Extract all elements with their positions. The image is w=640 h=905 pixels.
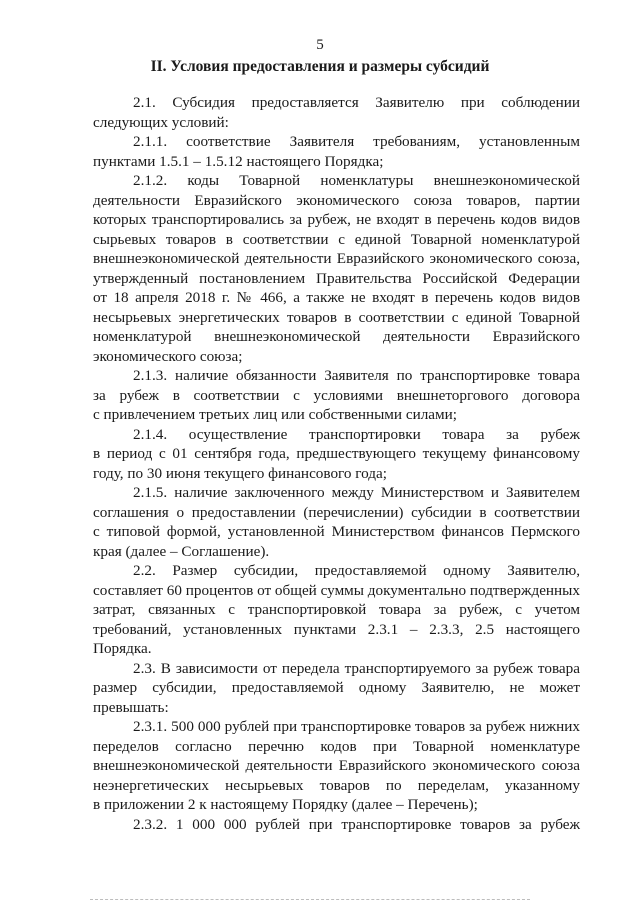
section-heading: II. Условия предоставления и размеры субсидий: [150, 58, 490, 75]
text-line: соглашения о предоставлении (перечислении) субсидии в соответствии: [93, 503, 580, 521]
text-line: номенклатурой внешнеэкономической деятельности Евразийского: [93, 328, 580, 345]
text-line: 2.1.4. осуществление транспортировки товара за рубеж: [133, 425, 580, 443]
text-line: превышать:: [93, 698, 169, 716]
page-number: 5: [316, 37, 324, 53]
text-line: составляет 60 процентов от общей суммы документально подтвержденных: [93, 581, 580, 599]
text-line: 2.1. Субсидия предоставляется Заявителю при соблюдении: [133, 94, 580, 111]
text-line: 2.1.5. наличие заключенного между Министерством и Заявителем: [133, 484, 580, 501]
text-line: утвержденный постановлением Правительства Российской Федерации: [93, 269, 580, 287]
text-line: за рубеж в соответствии с условиями внешнеторгового договора: [93, 386, 580, 404]
text-line: требований, установленных пунктами 2.3.1 – 2.3.3, 2.5 настоящего: [93, 620, 580, 638]
text-line: которых транспортировались за рубеж, не входят в перечень кодов видов: [93, 211, 580, 228]
text-line: переделов согласно перечню кодов при Товарной номенклатуре: [93, 737, 580, 755]
text-line: неэнергетических несырьевых товаров по переделам, указанному: [93, 776, 580, 794]
text-line: внешнеэкономической деятельности Евразийского экономического союза,: [93, 250, 580, 267]
text-line: затрат, связанных с транспортировкой товара за рубеж, с учетом: [93, 601, 580, 618]
text-line: 2.1.1. соответствие Заявителя требованиям, установленным: [133, 133, 580, 150]
text-line: экономического союза;: [93, 347, 243, 365]
text-line: году, по 30 июня текущего финансового года;: [93, 464, 387, 482]
text-line: внешнеэкономической деятельности Евразийского экономического союза: [93, 757, 580, 774]
text-line: в период с 01 сентября года, предшествующего текущему финансовому: [93, 445, 580, 462]
text-line: следующих условий:: [93, 113, 229, 131]
document-body: [93, 93, 580, 834]
text-line: деятельности Евразийского экономического союза товаров, партии: [93, 191, 580, 209]
text-line: 2.1.3. наличие обязанности Заявителя по транспортировке товара: [133, 367, 580, 384]
text-line: 2.2. Размер субсидии, предоставляемой одному Заявителю,: [133, 562, 580, 579]
text-line: в приложении 2 к настоящему Порядку (далее – Перечень);: [93, 796, 478, 813]
text-line: несырьевых энергетических товаров в соответствии с единой Товарной: [93, 308, 580, 326]
text-line: размер субсидии, предоставляемой одному Заявителю, не может: [93, 679, 580, 696]
text-line: Порядка.: [93, 640, 152, 657]
text-line: сырьевых товаров в соответствии с единой Товарной номенклатурой: [93, 230, 580, 248]
text-line: 2.3.1. 500 000 рублей при транспортировке товаров за рубеж нижних: [133, 718, 580, 735]
text-line: 2.1.2. коды Товарной номенклатуры внешнеэкономической: [133, 172, 580, 189]
text-line: 2.3. В зависимости от передела транспортируемого за рубеж товара: [133, 659, 580, 677]
text-line: 2.3.2. 1 000 000 рублей при транспортировке товаров за рубеж: [133, 815, 580, 833]
text-line: пунктами 1.5.1 – 1.5.12 настоящего Порядка;: [93, 152, 384, 170]
scan-edge-divider: [90, 899, 530, 901]
text-line: от 18 апреля 2018 г. № 466, а также не входят в перечень кодов видов: [93, 289, 580, 306]
text-line: с привлечением третьих лиц или собственными силами;: [93, 406, 457, 423]
text-line: с типовой формой, установленной Министерством финансов Пермского: [93, 523, 580, 540]
text-line: края (далее – Соглашение).: [93, 542, 270, 560]
